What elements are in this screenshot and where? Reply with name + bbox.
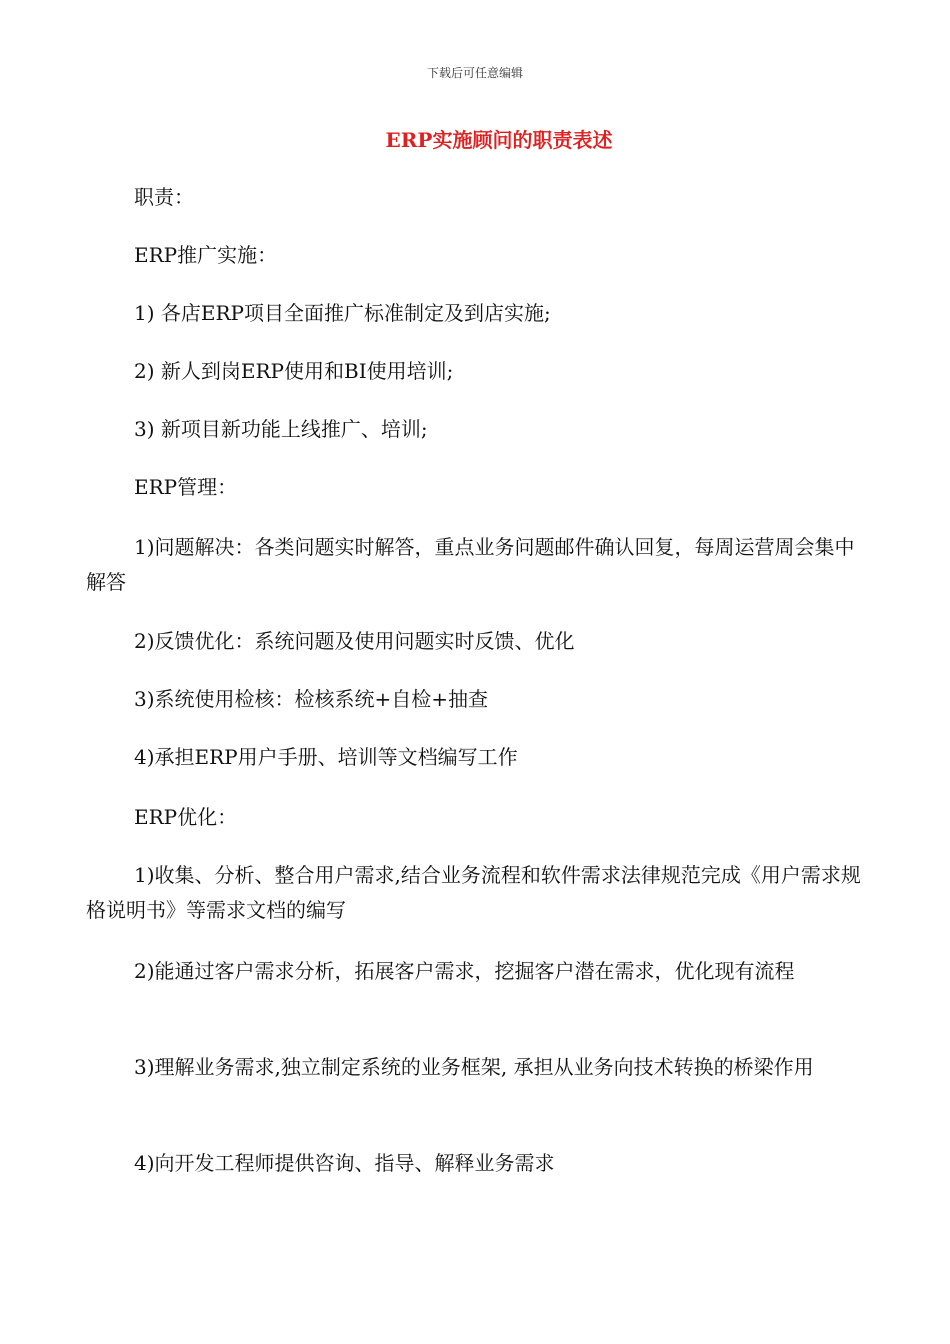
- paragraph-optimization-item-1: 1)收集、分析、整合用户需求,结合业务流程和软件需求法律规范完成《用户需求规格说明书》等需求文档的编写: [86, 863, 861, 922]
- paragraph-management-item-1: 1)问题解决：各类问题实时解答，重点业务问题邮件确认回复，每周运营周会集中解答: [86, 535, 855, 594]
- paragraph-rollout-item-1: 1) 各店ERP项目全面推广标准制定及到店实施;: [134, 301, 551, 325]
- header-note: 下载后可任意编辑: [426, 66, 523, 80]
- paragraph-management-item-3: 3)系统使用检核：检核系统+自检+抽查: [134, 687, 489, 711]
- paragraph-responsibilities-heading: 职责：: [134, 185, 194, 209]
- paragraph-erp-rollout-heading: ERP推广实施：: [134, 243, 278, 267]
- paragraph-optimization-item-2: 2)能通过客户需求分析，拓展客户需求，挖掘客户潜在需求，优化现有流程: [134, 959, 795, 983]
- paragraph-erp-management-heading: ERP管理：: [134, 475, 238, 499]
- paragraph-management-item-2: 2)反馈优化：系统问题及使用问题实时反馈、优化: [134, 629, 575, 653]
- document-title: ERP实施顾问的职责表述: [385, 128, 613, 152]
- paragraph-rollout-item-3: 3) 新项目新功能上线推广、培训;: [134, 417, 428, 441]
- paragraph-optimization-item-4: 4)向开发工程师提供咨询、指导、解释业务需求: [134, 1151, 555, 1175]
- paragraph-management-item-4: 4)承担ERP用户手册、培训等文档编写工作: [134, 745, 518, 769]
- paragraph-erp-optimization-heading: ERP优化：: [134, 805, 238, 829]
- paragraph-optimization-item-3: 3)理解业务需求,独立制定系统的业务框架, 承担从业务向技术转换的桥梁作用: [134, 1055, 814, 1079]
- paragraph-rollout-item-2: 2) 新人到岗ERP使用和BI使用培训;: [134, 359, 454, 383]
